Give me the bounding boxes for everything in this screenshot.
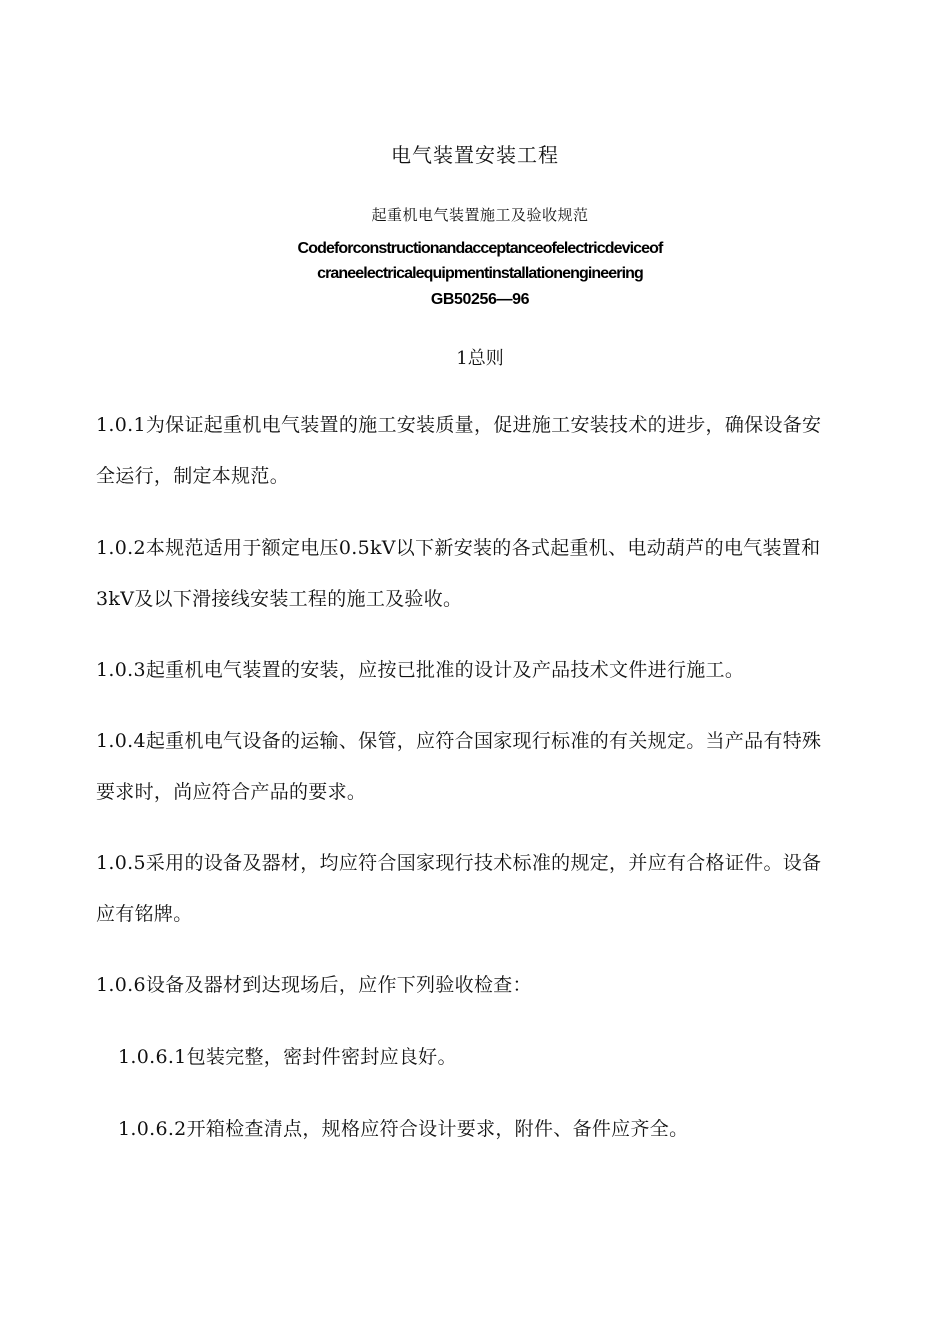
clause-1-0-2: 1.0.2本规范适用于额定电压0.5kV以下新安装的各式起重机、电动葫芦的电气装置和3kV及以下滑接线安装工程的施工及验收。 [96, 537, 821, 610]
clause-1-0-6-1: 1.0.6.1包装完整，密封件密封应良好。 [118, 1046, 457, 1068]
english-title-line-2: craneelectricalequipmentinstallationengineering [317, 265, 643, 282]
english-title-line-1: Codeforconstructionandacceptanceofelectricdeviceof [297, 240, 663, 257]
standard-number: GB50256—96 [430, 291, 530, 308]
clause-1-0-1: 1.0.1为保证起重机电气装置的施工安装质量，促进施工安装技术的进步，确保设备安全运行，制定本规范。 [96, 414, 822, 487]
clause-1-0-3: 1.0.3起重机电气装置的安装，应按已批准的设计及产品技术文件进行施工。 [96, 659, 745, 681]
clause-1-0-5: 1.0.5采用的设备及器材，均应符合国家现行技术标准的规定，并应有合格证件。设备应有铭牌。 [96, 852, 822, 925]
chapter-heading: 1总则 [456, 348, 504, 369]
document-subtitle: 起重机电气装置施工及验收规范 [371, 206, 589, 224]
clause-1-0-4: 1.0.4起重机电气设备的运输、保管，应符合国家现行标准的有关规定。当产品有特殊要求时，尚应符合产品的要求。 [96, 730, 822, 803]
clause-1-0-6-2: 1.0.6.2开箱检查清点，规格应符合设计要求，附件、备件应齐全。 [118, 1118, 689, 1140]
clause-1-0-6: 1.0.6设备及器材到达现场后，应作下列验收检查： [96, 974, 532, 996]
document-title: 电气装置安装工程 [391, 143, 559, 167]
